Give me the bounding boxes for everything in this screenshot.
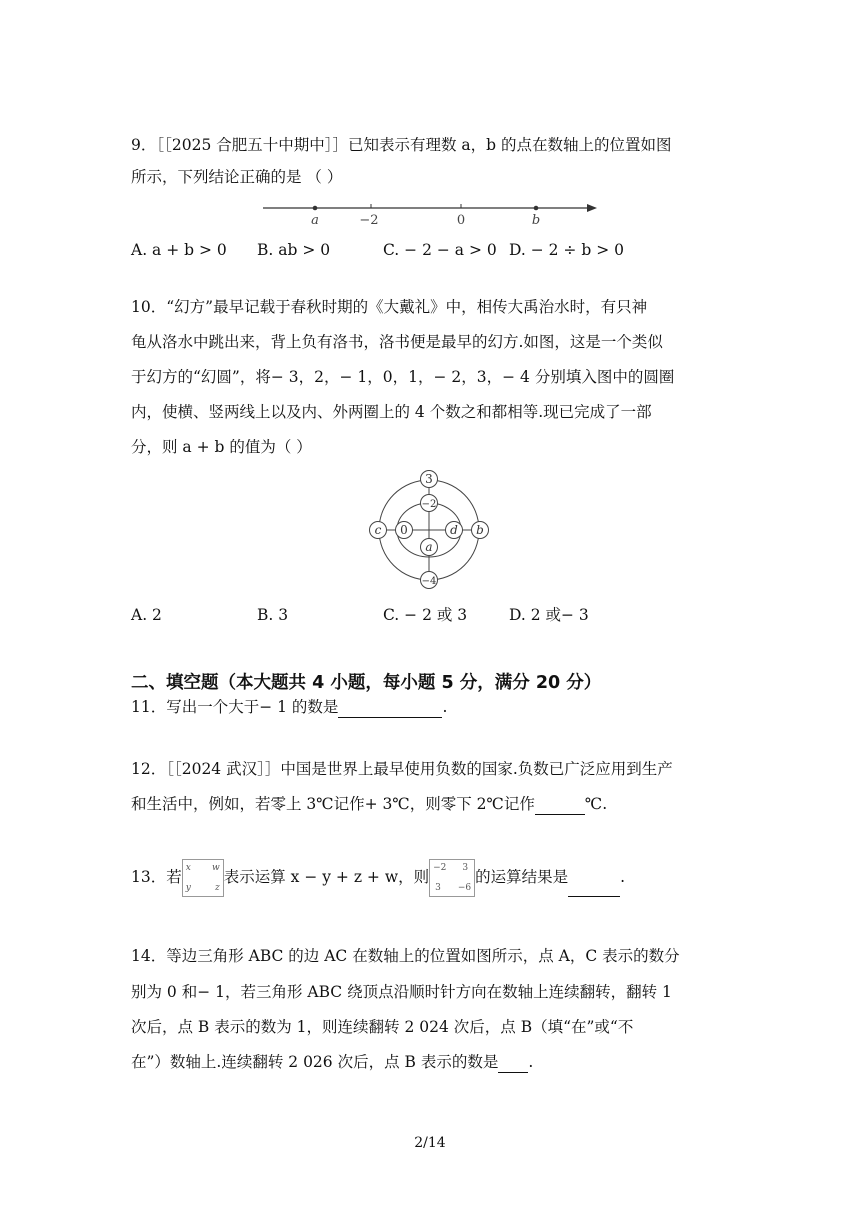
q10-option-b: B. 3 <box>257 606 289 624</box>
axis-label-a: a <box>311 213 319 228</box>
q13-box-xyzw: x w y z <box>182 859 224 897</box>
q10-line-5: 分，则 a + b 的值为（ ） <box>131 438 312 456</box>
q14-line-3: 次后，点 B 表示的数为 1，则连续翻转 2 024 次后，点 B（填“在”或“不 <box>131 1018 634 1036</box>
q12-text: 和生活中，例如，若零上 3℃记作+ 3℃，则零下 2℃记作 <box>131 795 535 813</box>
q10-option-d: D. 2 或− 3 <box>509 606 589 624</box>
circle-d: d <box>450 523 458 537</box>
q13-middle: 表示运算 x − y + z + w，则 <box>223 868 430 886</box>
circle-top: 3 <box>425 472 433 486</box>
circle-b: b <box>476 523 484 537</box>
q13-suffix: 的运算结果是 <box>475 868 569 886</box>
q14-line-4 <box>131 1052 533 1073</box>
circle-zero: 0 <box>400 523 408 537</box>
q13-box-numbers: −2 3 3 −6 <box>429 859 475 897</box>
q12-end: ℃. <box>584 795 608 813</box>
q11-end: . <box>442 698 448 716</box>
circle-a: a <box>425 540 433 554</box>
q10-line-3: 于幻方的“幻圆”，将− 3，2，− 1，0，1，− 2，3，− 4 分别填入图中的圆圈 <box>131 368 675 386</box>
q13-end: . <box>620 868 626 886</box>
q13-line <box>131 858 625 897</box>
q14-blank[interactable] <box>498 1052 528 1073</box>
q13-blank[interactable] <box>568 858 620 897</box>
q9-option-b: B. ab > 0 <box>257 241 331 259</box>
q9-line-2: 所示，下列结论正确的是 （ ） <box>131 168 343 186</box>
q10-option-a: A. 2 <box>131 606 162 624</box>
circle-bottom: −4 <box>421 576 437 587</box>
q9-option-a: A. a + b > 0 <box>131 241 227 259</box>
circle-c: c <box>374 523 382 537</box>
section-2-title: 二、填空题（本大题共 4 小题，每小题 5 分，满分 20 分） <box>131 673 602 693</box>
magic-circle-diagram <box>362 466 496 590</box>
q9-number-line <box>255 196 605 230</box>
axis-label-b: b <box>531 213 541 228</box>
q10-line-4: 内，使横、竖两线上以及内、外两圈上的 4 个数之和都相等.现已完成了一部 <box>131 403 652 421</box>
q14-text: 在”）数轴上.连续翻转 2 026 次后，点 B 表示的数是 <box>131 1053 499 1071</box>
q10-line-1: 10．“幻方”最早记载于春秋时期的《大戴礼》中，相传大禹治水时，有只神 <box>131 298 648 316</box>
axis-label-minus2: −2 <box>359 213 379 228</box>
circle-inner-top: −2 <box>421 499 437 510</box>
q13-prefix: 13．若 <box>131 868 182 886</box>
q12-blank[interactable] <box>535 794 585 815</box>
q11-line <box>131 697 447 718</box>
point-b <box>534 206 539 211</box>
q11-text: 11．写出一个大于− 1 的数是 <box>131 698 339 716</box>
q12-line-1: 12．［［2024 武汉］］中国是世界上最早使用负数的国家.负数已广泛应用到生产 <box>131 760 673 778</box>
q12-line-2 <box>131 794 607 815</box>
q9-option-c: C. − 2 − a > 0 <box>383 241 497 259</box>
q11-blank[interactable] <box>338 697 442 718</box>
q14-end: . <box>528 1053 534 1071</box>
q14-line-2: 别为 0 和− 1，若三角形 ABC 绕顶点沿顺时针方向在数轴上连续翻转，翻转 1 <box>131 983 672 1001</box>
q9-line-1: 9．［［2025 合肥五十中期中］］已知表示有理数 a，b 的点在数轴上的位置如图 <box>131 136 672 154</box>
q9-option-d: D. − 2 ÷ b > 0 <box>509 241 624 259</box>
page-number: 2/14 <box>414 1135 446 1151</box>
q14-line-1: 14．等边三角形 ABC 的边 AC 在数轴上的位置如图所示，点 A，C 表示的数分 <box>131 947 680 965</box>
point-a <box>313 206 318 211</box>
axis-label-zero: 0 <box>456 213 466 228</box>
q10-option-c: C. − 2 或 3 <box>383 606 468 624</box>
q10-line-2: 龟从洛水中跳出来，背上负有洛书，洛书便是最早的幻方.如图，这是一个类似 <box>131 333 663 351</box>
